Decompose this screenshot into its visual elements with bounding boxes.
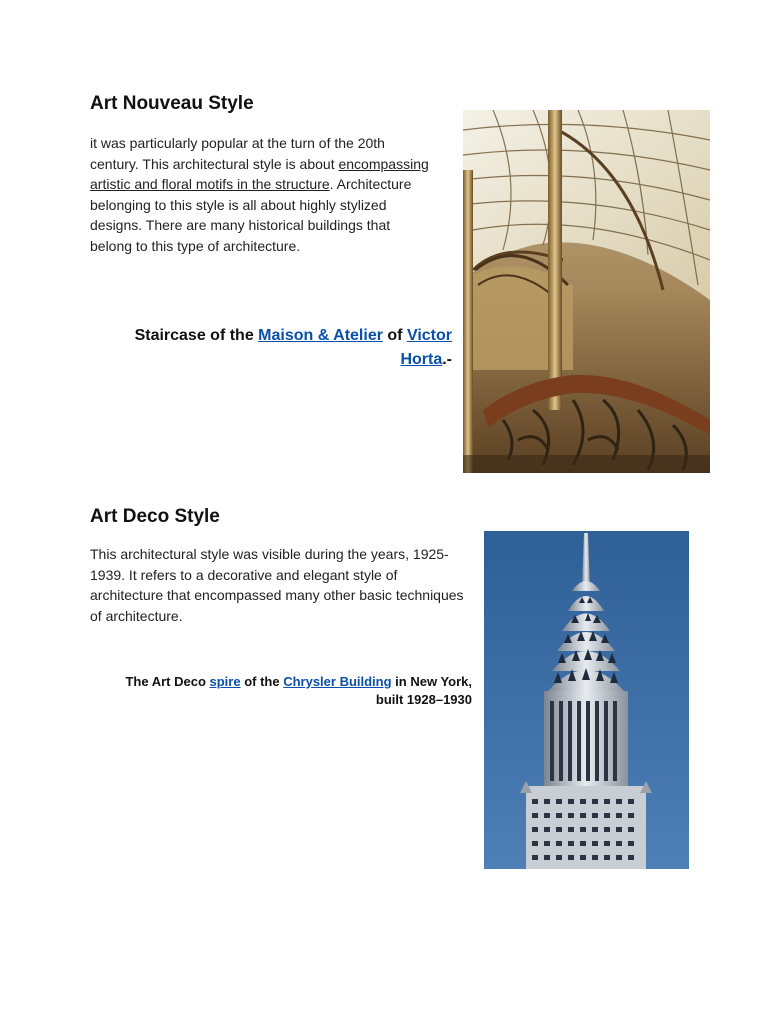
spire-link[interactable]: spire [209,674,241,689]
art-nouveau-staircase-image [463,110,710,473]
victor-horta-link[interactable]: Victor Horta [400,327,452,368]
chrysler-building-image [484,531,689,869]
maison-atelier-link[interactable]: Maison & Atelier [258,327,383,344]
caption-text: Staircase of the [134,327,259,344]
chrysler-building-link[interactable]: Chrysler Building [283,674,392,689]
caption-text: in New York, built 1928–1930 [375,674,472,707]
caption-text: of the [240,674,284,689]
art-deco-caption [96,673,472,709]
caption-text: The Art Deco [125,674,210,689]
art-nouveau-heading: Art Nouveau Style [90,93,254,114]
caption-text: .- [442,351,452,368]
caption-text: of [382,327,407,344]
art-deco-heading: Art Deco Style [90,506,220,527]
art-nouveau-paragraph [90,133,430,256]
art-deco-paragraph: This architectural style was visible during the years, 1925-1939. It refers to a decorative and elegant style of architecture that encompassed many other basic techniques of architecture. [90,546,464,624]
art-nouveau-paragraph-underlined: encompassing artistic and floral motifs in the structure [90,155,429,192]
art-nouveau-paragraph-text-2: . Architecture belonging to this style is all about highly stylized designs. There are many historical buildings that belong to this type of architecture. [90,176,412,254]
art-nouveau-caption [100,324,452,372]
art-nouveau-paragraph-text: it was particularly popular at the turn of the 20th century. This architectural style is about [90,135,385,172]
